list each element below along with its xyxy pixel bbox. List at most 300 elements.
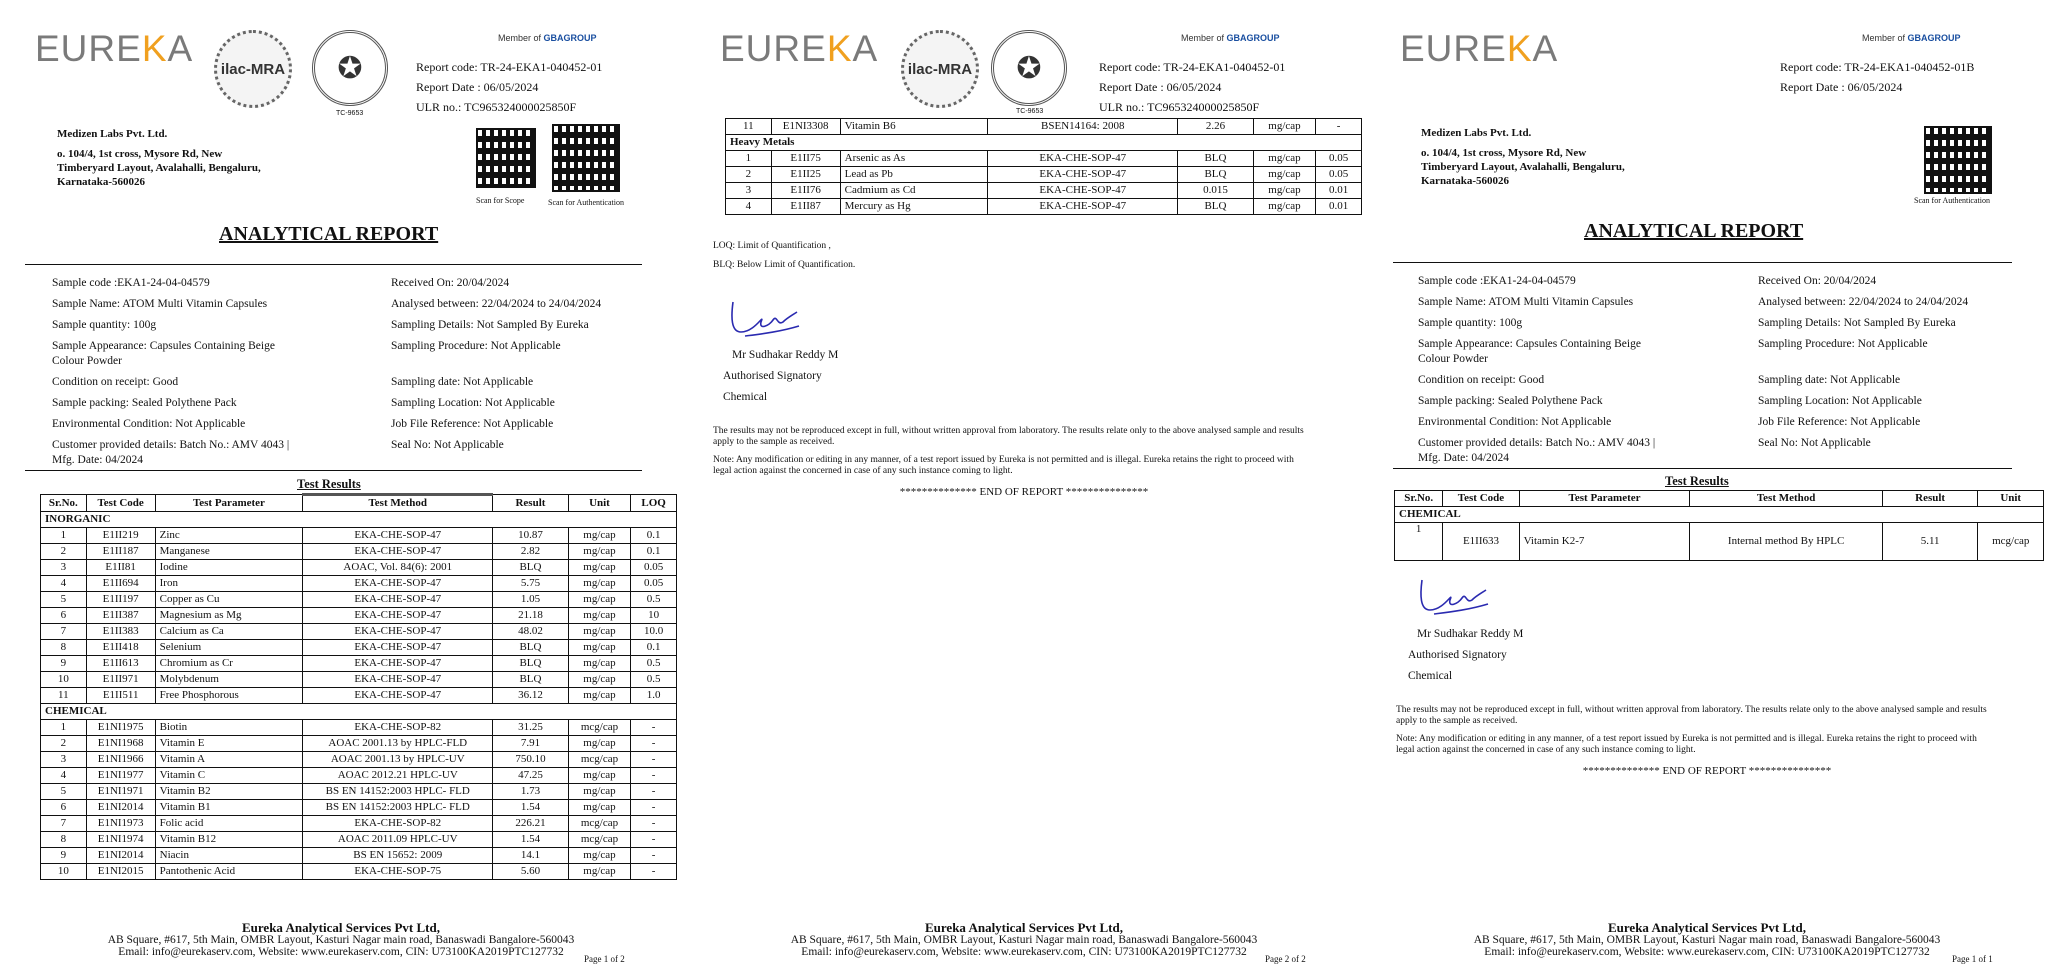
cell: 1 <box>1395 523 1443 561</box>
results-table <box>40 493 677 880</box>
table-row <box>41 848 677 864</box>
table-header-row <box>41 495 677 512</box>
footer <box>0 922 682 958</box>
col-header: Test Parameter <box>155 495 303 512</box>
cell: E1II511 <box>86 688 155 704</box>
cell: Molybdenum <box>155 672 303 688</box>
cell: 4 <box>726 199 772 215</box>
cell: E1NI2014 <box>86 848 155 864</box>
cell: mg/cap <box>568 656 631 672</box>
cell: 4 <box>41 768 87 784</box>
table-row <box>41 608 677 624</box>
qr-auth-code[interactable] <box>1924 126 1992 194</box>
cell: EKA-CHE-SOP-47 <box>303 576 493 592</box>
footer-contact: Email: info@eurekaserv.com, Website: www.eurekaserv.com, CIN: U73100KA2019PTC127732 <box>118 946 564 958</box>
cell: 5 <box>41 592 87 608</box>
cell: BSEN14164: 2008 <box>988 119 1178 135</box>
page-number: Page 2 of 2 <box>1265 954 1306 964</box>
cell: 47.25 <box>493 768 568 784</box>
table-row <box>41 528 677 544</box>
cell: Internal method By HPLC <box>1690 523 1882 561</box>
cell: Free Phosphorous <box>155 688 303 704</box>
section-label: INORGANIC <box>41 512 677 528</box>
job-file-reference: Job File Reference: Not Applicable <box>1758 416 1921 428</box>
cell: mg/cap <box>568 640 631 656</box>
cell: E1II219 <box>86 528 155 544</box>
table-row <box>41 784 677 800</box>
cell: - <box>631 816 677 832</box>
results-table <box>1394 490 2044 561</box>
cell: Arsenic as As <box>840 151 988 167</box>
client-addr-line: Karnataka-560026 <box>57 176 145 188</box>
client-address <box>57 127 261 189</box>
col-header: Unit <box>1978 491 2044 507</box>
cell: - <box>631 784 677 800</box>
cell: E1NI2014 <box>86 800 155 816</box>
cell: 0.5 <box>631 672 677 688</box>
cell: Vitamin B1 <box>155 800 303 816</box>
cell: 3 <box>41 560 87 576</box>
col-header: Test Method <box>303 495 493 512</box>
ulr-number: ULR no.: TC965324000025850F <box>416 100 577 114</box>
sample-appearance: Sample Appearance: Capsules Containing Beige <box>52 340 275 352</box>
sampling-procedure: Sampling Procedure: Not Applicable <box>391 340 561 352</box>
job-file-reference: Job File Reference: Not Applicable <box>391 418 554 430</box>
cell: Magnesium as Mg <box>155 608 303 624</box>
cell: mcg/cap <box>568 816 631 832</box>
cell: Copper as Cu <box>155 592 303 608</box>
cell: 0.05 <box>1316 167 1362 183</box>
cell: E1NI1973 <box>86 816 155 832</box>
report-title: ANALYTICAL REPORT <box>1584 220 1804 242</box>
report-code: Report code: TR-24-EKA1-040452-01 <box>416 60 603 74</box>
report-codes <box>416 57 602 117</box>
cell: 1.05 <box>493 592 568 608</box>
cell: Manganese <box>155 544 303 560</box>
cell: EKA-CHE-SOP-47 <box>303 544 493 560</box>
cell: 2.82 <box>493 544 568 560</box>
cell: E1NI1971 <box>86 784 155 800</box>
nabl-seal-icon: ✪ <box>312 30 388 106</box>
analysed-between: Analysed between: 22/04/2024 to 24/04/2024 <box>391 298 602 310</box>
cell: 0.1 <box>631 544 677 560</box>
cell: 7.91 <box>493 736 568 752</box>
signatory-name: Mr Sudhakar Reddy M <box>1417 628 1524 640</box>
cell: 9 <box>41 848 87 864</box>
cell: AOAC 2012.21 HPLC-UV <box>303 768 493 784</box>
eureka-logo: EUREKA <box>720 28 879 69</box>
table-row <box>41 816 677 832</box>
cell: Cadmium as Cd <box>840 183 988 199</box>
cell: 14.1 <box>493 848 568 864</box>
cell: 1.73 <box>493 784 568 800</box>
cell: E1II75 <box>771 151 840 167</box>
signatory-name: Mr Sudhakar Reddy M <box>732 349 839 361</box>
cell: 2.26 <box>1178 119 1253 135</box>
sample-info-left <box>52 276 372 468</box>
table-row <box>41 720 677 736</box>
section-label: Heavy Metals <box>726 135 1362 151</box>
cell: EKA-CHE-SOP-47 <box>303 592 493 608</box>
cell: EKA-CHE-SOP-47 <box>303 640 493 656</box>
disclaimer-reproduction: The results may not be reproduced except in full, without written approval from laboratory. The results relate only to the above analysed sample and results apply to the sample as received. <box>713 426 1304 447</box>
client-name: Medizen Labs Pvt. Ltd. <box>57 128 168 140</box>
col-header: Test Parameter <box>1519 491 1690 507</box>
condition-on-receipt: Condition on receipt: Good <box>1418 374 1545 386</box>
cell: mg/cap <box>1253 167 1316 183</box>
sample-appearance: Sample Appearance: Capsules Containing Beige <box>1418 338 1641 350</box>
cell: - <box>631 800 677 816</box>
cell: 31.25 <box>493 720 568 736</box>
seal-no: Seal No: Not Applicable <box>1758 437 1871 449</box>
report-date: Report Date : 06/05/2024 <box>416 80 539 94</box>
signatory-role: Authorised Signatory <box>1408 649 1507 661</box>
cell: EKA-CHE-SOP-75 <box>303 864 493 880</box>
cell: - <box>631 864 677 880</box>
divider <box>1393 468 2012 469</box>
sample-info-left <box>1418 274 1738 466</box>
cell: 0.01 <box>1316 199 1362 215</box>
cell: 2 <box>41 736 87 752</box>
cell: 11 <box>41 688 87 704</box>
tc-number: TC-9653 <box>1016 108 1044 115</box>
cell: mg/cap <box>568 864 631 880</box>
cell: AOAC 2001.13 by HPLC-FLD <box>303 736 493 752</box>
footer-company: Eureka Analytical Services Pvt Ltd, <box>924 920 1123 935</box>
cell: 0.05 <box>1316 151 1362 167</box>
client-addr-line: o. 104/4, 1st cross, Mysore Rd, New <box>57 148 223 160</box>
cell: 5.60 <box>493 864 568 880</box>
section-label: CHEMICAL <box>41 704 677 720</box>
cell: AOAC 2011.09 HPLC-UV <box>303 832 493 848</box>
footer-address: AB Square, #617, 5th Main, OMBR Layout, Kasturi Nagar main road, Banaswadi Bangalore-560043 <box>1473 934 1941 946</box>
report-codes <box>1099 57 1285 117</box>
sampling-date: Sampling date: Not Applicable <box>391 376 534 388</box>
table-row <box>41 736 677 752</box>
page-number: Page 1 of 1 <box>1952 954 1993 964</box>
client-address <box>1421 126 1625 188</box>
cell: 36.12 <box>493 688 568 704</box>
cell: 226.21 <box>493 816 568 832</box>
cell: E1NI1966 <box>86 752 155 768</box>
received-on: Received On: 20/04/2024 <box>1758 275 1877 287</box>
cell: 48.02 <box>493 624 568 640</box>
disclaimer-reproduction: The results may not be reproduced except in full, without written approval from laboratory. The results relate only to the above analysed sample and results apply to the sample as received. <box>1396 705 1987 726</box>
signatory-dept: Chemical <box>723 391 768 403</box>
cell: BLQ <box>493 656 568 672</box>
cell: mg/cap <box>1253 183 1316 199</box>
cell: 6 <box>41 608 87 624</box>
cell: Lead as Pb <box>840 167 988 183</box>
test-results-title: Test Results <box>1665 474 1729 488</box>
cell: BLQ <box>493 640 568 656</box>
client-addr-line: o. 104/4, 1st cross, Mysore Rd, New <box>1421 147 1587 159</box>
col-header: Test Code <box>86 495 155 512</box>
cell: 9 <box>41 656 87 672</box>
table-row <box>41 656 677 672</box>
cell: Mercury as Hg <box>840 199 988 215</box>
table-row <box>726 183 1362 199</box>
cell: Niacin <box>155 848 303 864</box>
customer-details-cont: Mfg. Date: 04/2024 <box>52 454 144 466</box>
member-of-gba: Member of GBAGROUP <box>1181 33 1280 43</box>
footer <box>1366 922 2048 958</box>
cell: E1II694 <box>86 576 155 592</box>
col-header: Unit <box>568 495 631 512</box>
report-page-2 <box>683 0 1365 965</box>
sample-info-right <box>1758 274 2043 451</box>
table-header-row <box>1395 491 2044 507</box>
cell: 1.54 <box>493 800 568 816</box>
cell: 10 <box>41 672 87 688</box>
sampling-procedure: Sampling Procedure: Not Applicable <box>1758 338 1928 350</box>
footer-company: Eureka Analytical Services Pvt Ltd, <box>241 920 440 935</box>
cell: 4 <box>41 576 87 592</box>
cell: EKA-CHE-SOP-47 <box>303 688 493 704</box>
cell: EKA-CHE-SOP-47 <box>303 624 493 640</box>
cell: - <box>631 720 677 736</box>
report-date: Report Date : 06/05/2024 <box>1099 80 1222 94</box>
cell: AOAC 2001.13 by HPLC-UV <box>303 752 493 768</box>
disclaimer-modification: Note: Any modification or editing in any manner, of a test report issued by Eureka is not permitted and is illegal. Eureka retains the right to proceed with legal action against the concerned in case of any such instance coming to light. <box>713 455 1294 476</box>
section-row <box>41 704 677 720</box>
cell: EKA-CHE-SOP-47 <box>303 608 493 624</box>
cell: mg/cap <box>568 768 631 784</box>
table-row <box>41 800 677 816</box>
cell: 8 <box>41 640 87 656</box>
cell: mg/cap <box>568 848 631 864</box>
cell: E1II418 <box>86 640 155 656</box>
cell: BLQ <box>493 672 568 688</box>
cell: mg/cap <box>568 592 631 608</box>
cell: mg/cap <box>568 688 631 704</box>
cell: mcg/cap <box>568 832 631 848</box>
cell: 0.5 <box>631 656 677 672</box>
sample-packing: Sample packing: Sealed Polythene Pack <box>52 397 237 409</box>
sample-appearance-cont: Colour Powder <box>52 355 122 367</box>
environmental-condition: Environmental Condition: Not Applicable <box>1418 416 1612 428</box>
col-header: Result <box>1882 491 1978 507</box>
signatory-role: Authorised Signatory <box>723 370 822 382</box>
cell: E1II633 <box>1443 523 1519 561</box>
client-addr-line: Timberyard Layout, Avalahalli, Bengaluru, <box>57 162 261 174</box>
cell: Selenium <box>155 640 303 656</box>
customer-details: Customer provided details: Batch No.: AMV 4043 | <box>52 439 290 451</box>
cell: BS EN 14152:2003 HPLC- FLD <box>303 800 493 816</box>
cell: 7 <box>41 816 87 832</box>
page-number: Page 1 of 2 <box>584 954 625 964</box>
cell: mg/cap <box>1253 199 1316 215</box>
sample-code: Sample code :EKA1-24-04-04579 <box>1418 275 1576 287</box>
col-header: Sr.No. <box>41 495 87 512</box>
cell: EKA-CHE-SOP-47 <box>988 167 1178 183</box>
table-row <box>41 576 677 592</box>
cell: Pantothenic Acid <box>155 864 303 880</box>
cell: BLQ <box>493 560 568 576</box>
condition-on-receipt: Condition on receipt: Good <box>52 376 179 388</box>
cell: E1II387 <box>86 608 155 624</box>
cell: EKA-CHE-SOP-47 <box>303 656 493 672</box>
cell: BS EN 14152:2003 HPLC- FLD <box>303 784 493 800</box>
cell: 3 <box>726 183 772 199</box>
cell: BLQ <box>1178 151 1253 167</box>
cell: mg/cap <box>568 576 631 592</box>
table-row <box>41 752 677 768</box>
table-row <box>41 688 677 704</box>
end-of-report: ************** END OF REPORT *************** <box>1582 765 1832 777</box>
cell: E1NI2015 <box>86 864 155 880</box>
cell: - <box>631 832 677 848</box>
qr-scope-label: Scan for Scope <box>476 196 525 205</box>
section-chemical: CHEMICAL <box>1395 507 2044 523</box>
cell: 0.05 <box>631 560 677 576</box>
cell: mg/cap <box>568 800 631 816</box>
tc-number: TC-9653 <box>336 110 364 117</box>
end-of-report: ************** END OF REPORT *************** <box>899 486 1149 498</box>
col-header: LOQ <box>631 495 677 512</box>
cell: EKA-CHE-SOP-47 <box>988 151 1178 167</box>
cell: EKA-CHE-SOP-82 <box>303 816 493 832</box>
cell: - <box>631 768 677 784</box>
cell: Vitamin B2 <box>155 784 303 800</box>
sample-name: Sample Name: ATOM Multi Vitamin Capsules <box>1418 296 1634 308</box>
footer-address: AB Square, #617, 5th Main, OMBR Layout, Kasturi Nagar main road, Banaswadi Bangalore-560043 <box>790 934 1258 946</box>
cell: 5.11 <box>1882 523 1978 561</box>
divider <box>1393 262 2012 263</box>
qr-auth-label: Scan for Authentication <box>1914 196 1990 205</box>
cell: BLQ <box>1178 199 1253 215</box>
client-name: Medizen Labs Pvt. Ltd. <box>1421 127 1532 139</box>
cell: E1II76 <box>771 183 840 199</box>
footer-company: Eureka Analytical Services Pvt Ltd, <box>1607 920 1806 935</box>
divider <box>25 264 642 265</box>
results-table-cont <box>725 118 1362 215</box>
cell: Folic acid <box>155 816 303 832</box>
col-header: Test Code <box>1443 491 1519 507</box>
table-row <box>726 119 1362 135</box>
table-row <box>726 151 1362 167</box>
report-page-1 <box>0 0 682 965</box>
table-row <box>41 672 677 688</box>
cell: EKA-CHE-SOP-47 <box>303 672 493 688</box>
cell: mg/cap <box>568 608 631 624</box>
footer <box>683 922 1365 958</box>
ilac-mra-seal: ilac-MRA <box>214 30 292 108</box>
table-row <box>41 768 677 784</box>
cell: 3 <box>41 752 87 768</box>
client-addr-line: Karnataka-560026 <box>1421 175 1509 187</box>
cell: E1NI1974 <box>86 832 155 848</box>
cell: 6 <box>41 800 87 816</box>
col-header: Sr.No. <box>1395 491 1443 507</box>
divider <box>25 470 642 471</box>
eureka-logo: EUREKA <box>1400 28 1559 69</box>
cell: mcg/cap <box>1978 523 2044 561</box>
table-row <box>41 592 677 608</box>
cell: 2 <box>41 544 87 560</box>
col-header: Result <box>493 495 568 512</box>
cell: Biotin <box>155 720 303 736</box>
cell: Vitamin A <box>155 752 303 768</box>
cell: 0.01 <box>1316 183 1362 199</box>
table-row <box>41 832 677 848</box>
blq-note: BLQ: Below Limit of Quantification. <box>713 260 856 270</box>
cell: Calcium as Ca <box>155 624 303 640</box>
cell: - <box>631 848 677 864</box>
cell: 21.18 <box>493 608 568 624</box>
cell: BLQ <box>1178 167 1253 183</box>
cell: Iron <box>155 576 303 592</box>
table-row <box>726 199 1362 215</box>
cell: 5 <box>41 784 87 800</box>
ulr-number: ULR no.: TC965324000025850F <box>1099 100 1260 114</box>
cell: - <box>631 752 677 768</box>
cell: 10.0 <box>631 624 677 640</box>
member-of-gba: Member of GBAGROUP <box>498 33 597 43</box>
sample-quantity: Sample quantity: 100g <box>52 319 157 331</box>
sampling-details: Sampling Details: Not Sampled By Eureka <box>391 319 589 331</box>
cell: EKA-CHE-SOP-47 <box>988 199 1178 215</box>
cell: 7 <box>41 624 87 640</box>
cell: 0.1 <box>631 640 677 656</box>
member-of-gba: Member of GBAGROUP <box>1862 33 1961 43</box>
cell: 1 <box>726 151 772 167</box>
environmental-condition: Environmental Condition: Not Applicable <box>52 418 246 430</box>
cell: E1II197 <box>86 592 155 608</box>
received-on: Received On: 20/04/2024 <box>391 277 510 289</box>
cell: mg/cap <box>568 560 631 576</box>
client-addr-line: Timberyard Layout, Avalahalli, Bengaluru, <box>1421 161 1625 173</box>
cell: 1.0 <box>631 688 677 704</box>
cell: E1II81 <box>86 560 155 576</box>
cell: mcg/cap <box>568 720 631 736</box>
cell: 2 <box>726 167 772 183</box>
cell: Zinc <box>155 528 303 544</box>
sample-info-right <box>391 276 681 453</box>
cell: EKA-CHE-SOP-82 <box>303 720 493 736</box>
cell: 8 <box>41 832 87 848</box>
cell: Vitamin B6 <box>840 119 988 135</box>
report-codes <box>1780 57 1974 97</box>
cell: AOAC, Vol. 84(6): 2001 <box>303 560 493 576</box>
cell: mg/cap <box>568 672 631 688</box>
section-row <box>1395 507 2044 523</box>
qr-scope-code[interactable] <box>476 128 536 188</box>
cell: 0.05 <box>631 576 677 592</box>
cell: mg/cap <box>1253 151 1316 167</box>
sample-quantity: Sample quantity: 100g <box>1418 317 1523 329</box>
cell: E1II613 <box>86 656 155 672</box>
cell: 1.54 <box>493 832 568 848</box>
cell: 10 <box>631 608 677 624</box>
seal-no: Seal No: Not Applicable <box>391 439 504 451</box>
report-title: ANALYTICAL REPORT <box>219 223 439 245</box>
cell: mg/cap <box>568 544 631 560</box>
cell: E1II971 <box>86 672 155 688</box>
cell: 0.015 <box>1178 183 1253 199</box>
analysed-between: Analysed between: 22/04/2024 to 24/04/2024 <box>1758 296 1969 308</box>
cell: 1 <box>41 528 87 544</box>
cell: E1NI1968 <box>86 736 155 752</box>
report-date: Report Date : 06/05/2024 <box>1780 80 1903 94</box>
qr-auth-code[interactable] <box>552 124 620 192</box>
cell: EKA-CHE-SOP-47 <box>303 528 493 544</box>
cell: mg/cap <box>1253 119 1316 135</box>
table-row <box>41 544 677 560</box>
sampling-date: Sampling date: Not Applicable <box>1758 374 1901 386</box>
table-row <box>41 560 677 576</box>
cell: Vitamin K2-7 <box>1519 523 1690 561</box>
